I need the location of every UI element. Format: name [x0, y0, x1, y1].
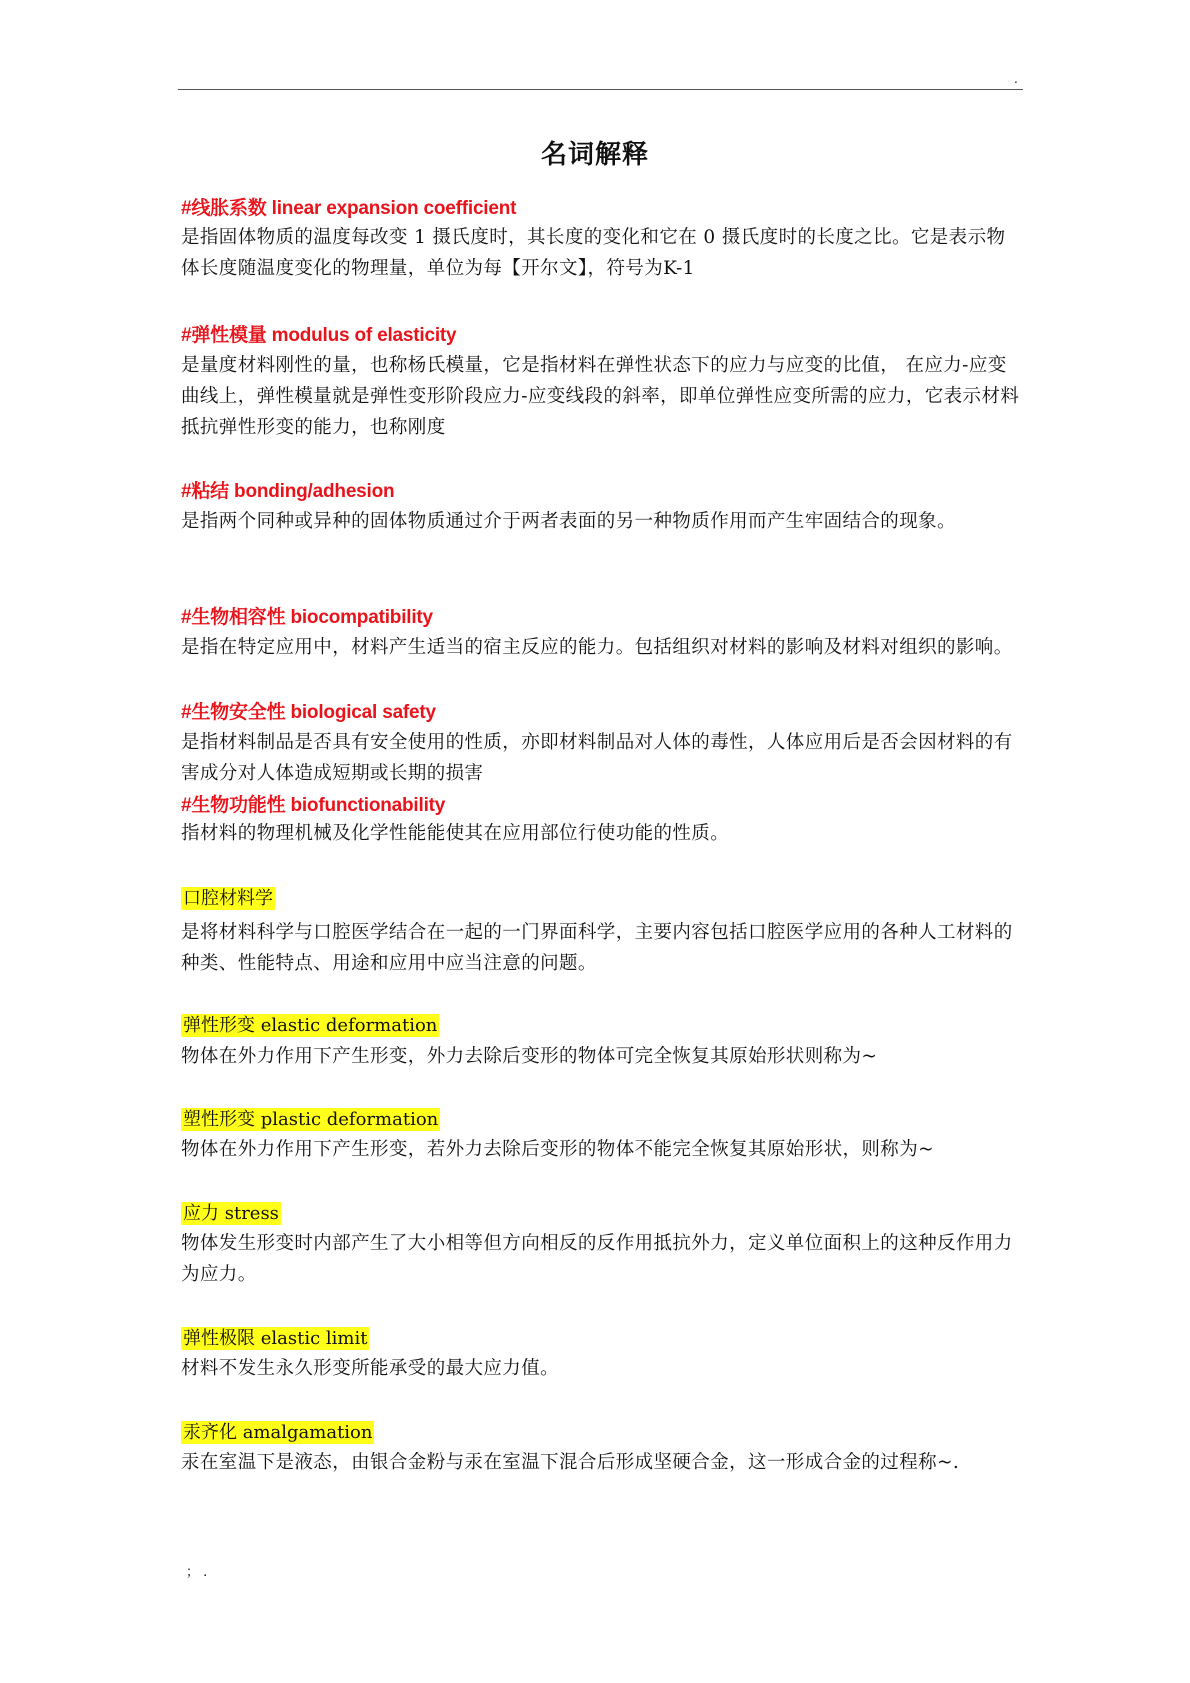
term-elastic-limit-row — [181, 1324, 369, 1350]
term-elastic-limit: 弹性极限 elastic limit — [183, 1328, 368, 1349]
term-biological-safety: #生物安全性 biological safety — [181, 702, 436, 723]
term-stress: 应力 stress — [183, 1203, 279, 1224]
term-elastic-deformation: 弹性形变 elastic deformation — [183, 1015, 438, 1036]
definition-elastic-limit: 材料不发生永久形变所能承受的最大应力值。 — [181, 1358, 560, 1379]
footer-mark: ； . — [186, 1565, 208, 1580]
definition-dental-materials-science: 是将材料科学与口腔医学结合在一起的一门界面科学，主要内容包括口腔医学应用的各种人工材料的种类、性能特点、用途和应用中应当注意的问题。 — [181, 922, 1013, 974]
definition-biological-safety: 是指材料制品是否具有安全使用的性质，亦即材料制品对人体的毒性，人体应用后是否会因材料的有害成分对人体造成短期或长期的损害 — [181, 732, 1013, 784]
term-dental-materials-science-row — [181, 884, 275, 910]
header-dot: . — [1014, 72, 1018, 86]
definition-bonding-adhesion: 是指两个同种或异种的固体物质通过介于两者表面的另一种物质作用而产生牢固结合的现象。 — [181, 511, 956, 532]
definition-modulus-of-elasticity: 是量度材料刚性的量，也称杨氏模量，它是指材料在弹性状态下的应力与应变的比值， 在应力-应变曲线上，弹性模量就是弹性变形阶段应力-应变线段的斜率，即单位弹性应变所需的应力，它表示材料抵抗弹性形变的能力，也称刚度 — [181, 355, 1020, 438]
term-modulus-of-elasticity: #弹性模量 modulus of elasticity — [181, 325, 457, 346]
term-dental-materials-science: 口腔材料学 — [183, 888, 273, 909]
page-title: 名词解释 — [540, 140, 649, 170]
definition-biofunctionability: 指材料的物理机械及化学性能能使其在应用部位行使功能的性质。 — [181, 823, 730, 844]
term-amalgamation: 汞齐化 amalgamation — [183, 1422, 373, 1443]
header-rule — [178, 89, 1023, 90]
definition-biocompatibility: 是指在特定应用中，材料产生适当的宿主反应的能力。包括组织对材料的影响及材料对组织的影响。 — [181, 637, 1013, 658]
term-stress-row — [181, 1199, 281, 1225]
term-linear-expansion-coefficient: #线胀系数 linear expansion coefficient — [181, 198, 517, 219]
definition-stress: 物体发生形变时内部产生了大小相等但方向相反的反作用抵抗外力，定义单位面积上的这种反作用力为应力。 — [181, 1233, 1013, 1285]
term-bonding-adhesion: #粘结 bonding/adhesion — [181, 481, 395, 502]
term-plastic-deformation: 塑性形变 plastic deformation — [183, 1109, 439, 1130]
term-amalgamation-row — [181, 1418, 374, 1444]
definition-linear-expansion-coefficient: 是指固体物质的温度每改变 1 摄氏度时，其长度的变化和它在 0 摄氏度时的长度之比。它是表示物体长度随温度变化的物理量，单位为每【开尔文】，符号为K-1 — [181, 227, 1006, 279]
definition-plastic-deformation: 物体在外力作用下产生形变，若外力去除后变形的物体不能完全恢复其原始形状，则称为~ — [181, 1139, 935, 1160]
term-elastic-deformation-row — [181, 1011, 439, 1037]
term-biocompatibility: #生物相容性 biocompatibility — [181, 607, 433, 628]
definition-elastic-deformation: 物体在外力作用下产生形变，外力去除后变形的物体可完全恢复其原始形状则称为~ — [181, 1046, 878, 1067]
term-biofunctionability: #生物功能性 biofunctionability — [181, 795, 446, 816]
term-plastic-deformation-row — [181, 1105, 440, 1131]
definition-amalgamation: 汞在室温下是液态，由银合金粉与汞在室温下混合后形成坚硬合金，这一形成合金的过程称~. — [181, 1452, 960, 1473]
